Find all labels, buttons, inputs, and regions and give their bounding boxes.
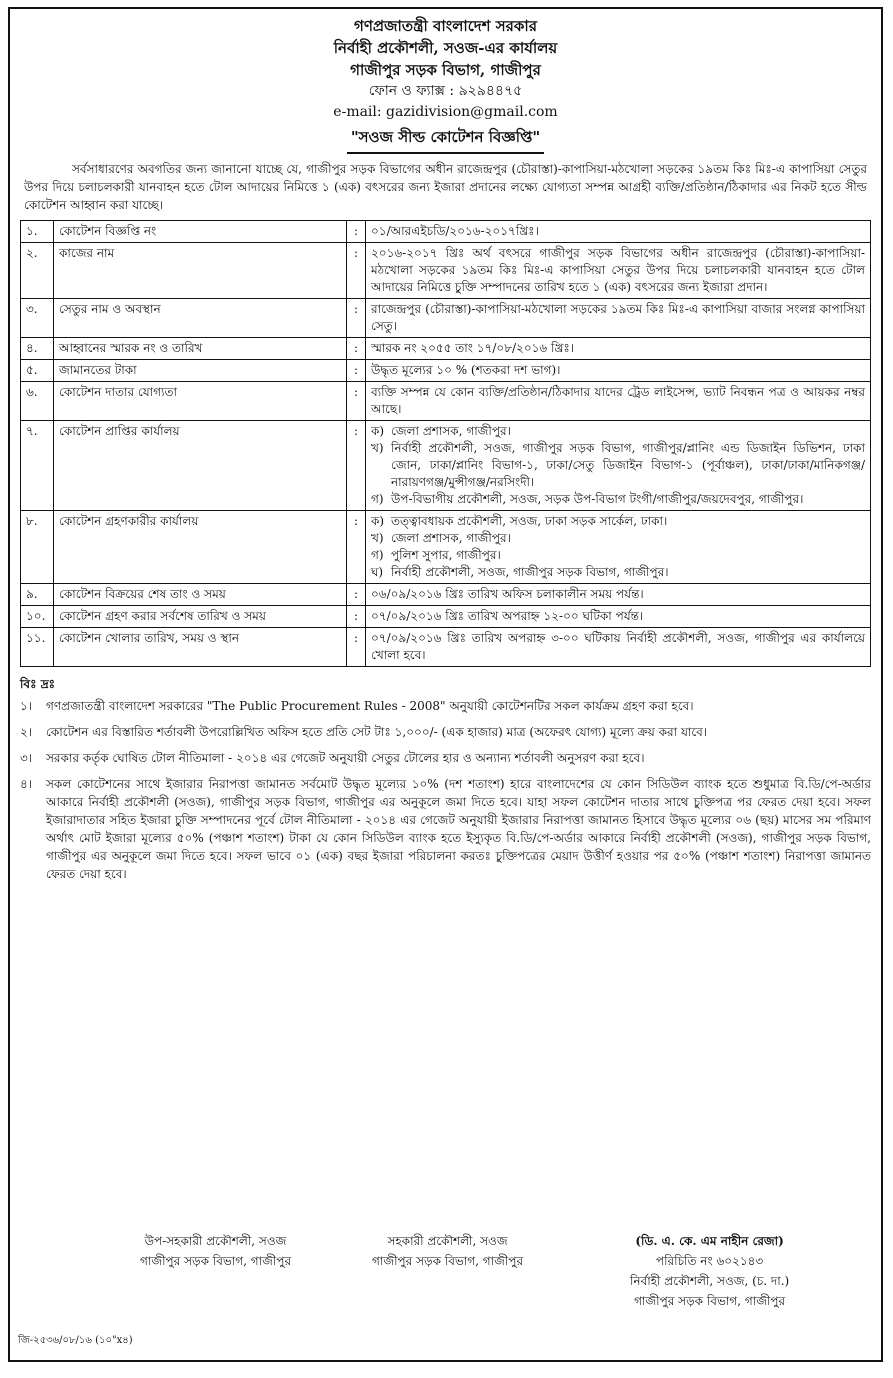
- row-value: [366, 421, 871, 511]
- sub-item: [371, 491, 865, 508]
- table-row: [21, 299, 871, 338]
- row-separator: :: [347, 243, 366, 299]
- signatory-id: পরিচিতি নং ৬০২১৪৩: [655, 1254, 764, 1268]
- sub-item-key: ঘ): [371, 565, 384, 579]
- sub-item-key: ক): [371, 514, 385, 528]
- signature-executive-engineer: [630, 1231, 789, 1311]
- sub-item-text: জেলা প্রশাসক, গাজীপুর।: [391, 424, 511, 438]
- note-item: [20, 749, 871, 767]
- row-separator: :: [347, 382, 366, 421]
- info-table: [20, 220, 871, 667]
- row-separator: :: [347, 299, 366, 338]
- sub-item-text: পুলিশ সুপার, গাজীপুর।: [391, 548, 501, 562]
- row-value: স্মারক নং ২০৫৫ তাং ১৭/০৮/২০১৬ খ্রিঃ।: [366, 338, 871, 360]
- signature-title: উপ-সহকারী প্রকৌশলী, সওজ: [144, 1234, 287, 1248]
- signature-title: নির্বাহী প্রকৌশলী, সওজ, (চ. দা.): [630, 1274, 790, 1288]
- phone-fax: ফোন ও ফ্যাক্স : ৯২৯৪৪৭৫: [368, 83, 523, 99]
- row-label: কাজের নাম: [54, 243, 347, 299]
- table-row: [21, 421, 871, 511]
- note-text: সরকার কর্তৃক ঘোষিত টোল নীতিমালা - ২০১৪ এর গেজেট অনুযায়ী সেতুর টোলের হার ও অন্যান্য শর্তাবলী অনুসরণ করা হবে।: [46, 751, 645, 765]
- note-item: [20, 697, 871, 715]
- note-number: ২।: [20, 725, 33, 739]
- row-separator: :: [347, 511, 366, 584]
- row-value: ০১/আরএইচডি/২০১৬-২০১৭খ্রিঃ।: [366, 221, 871, 243]
- sub-item-key: ক): [371, 424, 385, 438]
- row-separator: :: [347, 421, 366, 511]
- row-value: [366, 511, 871, 584]
- row-value: ব্যক্তি সম্পন্ন যে কোন ব্যক্তি/প্রতিষ্ঠান/ঠিকাদার যাদের ট্রেড লাইসেন্স, ভ্যাট নিবন্ধন পত্র ও আয়কর নম্বর আছে।: [366, 382, 871, 421]
- notes-heading: বিঃ দ্রঃ: [20, 677, 56, 691]
- row-separator: :: [347, 628, 366, 667]
- row-separator: :: [347, 221, 366, 243]
- note-text: সকল কোটেশনের সাথে ইজারার নিরাপত্তা জামানত সর্বমোট উদ্ধৃত মূল্যের ১০% (দশ শতাংশ) হারে বাংলাদেশের যে কোন সিডিউল ব্যাংক হতে শুধুমাত্র বি.ডি/পে-অর্ডার আকারে নির্বাহী প্রকৌশলী (সওজ), গাজীপুর সড়ক বিভাগ, গাজীপুর এর অনুকূলে জমা দিতে হবে। যাহা সফল কোটেশন দাতার সাথে চুক্তিপত্র পর ফেরত দেয়া হবে। সফল ইজারাদাতার সহিত ইজারা চুক্তি সম্পাদনের পূর্বে টোল নীতিমালা - ২০১৪ এর গেজেট অনুযায়ী ইজারার নিরাপত্তা জামানত হিসাবে উদ্ধৃত মূল্যের ০৬ (ছয়) মাসের সম পরিমাণ অর্থাৎ মোট ইজারা মূল্যের ৫০% (পঞ্চাশ শতাংশ) টাকা যে কোন সিডিউল ব্যাংক হতে ইস্যুকৃত বি.ডি/পে-অর্ডার আকারে নির্বাহী প্রকৌশলী (সওজ), গাজীপুর সড়ক বিভাগ, গাজীপুর এর অনুকূলে জমা দিতে হবে। সফল ভাবে ০১ (এক) বছর ইজারা পরিচালনা করতঃ চুক্তিপত্রের মেয়াদ উত্তীর্ণ হওয়ার পর ৫০% (পঞ্চাশ শতাংশ) নিরাপত্তা জামানত ফেরত দেয়া হবে।: [46, 777, 871, 881]
- row-value: উদ্ধৃত মূল্যের ১০ % (শতকরা দশ ভাগ)।: [366, 360, 871, 382]
- note-item: [20, 723, 871, 741]
- signature-assistant-engineer: [372, 1231, 523, 1271]
- sub-item-text: জেলা প্রশাসক, গাজীপুর।: [391, 531, 511, 545]
- row-label: জামানতের টাকা: [54, 360, 347, 382]
- row-number: ১.: [21, 221, 54, 243]
- office-name: নির্বাহী প্রকৌশলী, সওজ-এর কার্যালয়: [333, 39, 558, 57]
- sub-item: [371, 547, 865, 564]
- row-label: কোটেশন দাতার যোগ্যতা: [54, 382, 347, 421]
- row-number: ৬.: [21, 382, 54, 421]
- row-value: ২০১৬-২০১৭ খ্রিঃ অর্থ বৎসরে গাজীপুর সড়ক বিভাগের অধীন রাজেন্দ্রপুর (চৌরাস্তা)-কাপাসিয়া-মঠখোলা সড়কের ১৯তম কিঃ মিঃ-এ কাপাসিয়া সেতুর উপর দিয়ে চলাচলকারী যানবাহন হতে টোল আদায়ের নিমিত্তে চুক্তি সম্পাদনের তারিখ হতে ১ (এক) বৎসরের জন্য ইজারা প্রদান।: [366, 243, 871, 299]
- sub-item-text: নির্বাহী প্রকৌশলী, সওজ, গাজীপুর সড়ক বিভাগ, গাজীপুর।: [391, 565, 669, 579]
- note-text: কোটেশন এর বিস্তারিত শর্তাবলী উপরোল্লিখিত অফিস হতে প্রতি সেট টাঃ ১,০০০/- (এক হাজার) মাত্র (অফেরৎ যোগ্য) মূল্যে ক্রয় করা যাবে।: [46, 725, 708, 739]
- division-name: গাজীপুর সড়ক বিভাগ, গাজীপুর: [350, 61, 541, 79]
- row-number: ১০.: [21, 606, 54, 628]
- sub-item: [371, 530, 865, 547]
- row-separator: :: [347, 360, 366, 382]
- row-number: ৪.: [21, 338, 54, 360]
- sub-item-key: গ): [371, 548, 384, 562]
- table-row: [21, 606, 871, 628]
- row-value: রাজেন্দ্রপুর (চৌরাস্তা)-কাপাসিয়া-মঠখোলা সড়কের ১৯তম কিঃ মিঃ-এ কাপাসিয়া বাজার সংলগ্ন কাপাসিয়া সেতু।: [366, 299, 871, 338]
- row-number: ২.: [21, 243, 54, 299]
- note-number: ৪।: [20, 777, 33, 791]
- signature-office: গাজীপুর সড়ক বিভাগ, গাজীপুর: [634, 1294, 786, 1308]
- row-number: ১১.: [21, 628, 54, 667]
- table-row: [21, 628, 871, 667]
- signature-title: সহকারী প্রকৌশলী, সওজ: [387, 1234, 508, 1248]
- row-number: ৩.: [21, 299, 54, 338]
- sub-item: [371, 564, 865, 581]
- table-row: [21, 584, 871, 606]
- row-separator: :: [347, 584, 366, 606]
- signature-sub-assistant-engineer: [140, 1231, 291, 1271]
- sub-item-key: গ): [371, 492, 384, 506]
- table-row: [21, 221, 871, 243]
- table-row: [21, 243, 871, 299]
- reference-code: জি-২৫৩৬/০৮/১৬ (১০"x৪): [18, 1335, 133, 1346]
- notice-page: [8, 7, 883, 1362]
- row-number: ৮.: [21, 511, 54, 584]
- sub-item-text: নির্বাহী প্রকৌশলী, সওজ, গাজীপুর সড়ক বিভাগ, গাজীপুর/প্লানিং এন্ড ডিজাইন ডিভিশন, ঢাকা জোন, ঢাকা/প্লানিং বিভাগ-১, ঢাকা/সেতু ডিজাইন বিভাগ-১ (পূর্বাঞ্চল), ঢাকা/ঢাকা/মানিকগঞ্জ/নারায়ণগঞ্জ/মুন্সীগঞ্জ/নরসিংদী।: [391, 441, 865, 489]
- sub-item-key: খ): [371, 531, 384, 545]
- table-row: [21, 338, 871, 360]
- row-separator: :: [347, 606, 366, 628]
- row-label: কোটেশন খোলার তারিখ, সময় ও স্থান: [54, 628, 347, 667]
- row-number: ৭.: [21, 421, 54, 511]
- notes-section: [20, 675, 871, 883]
- note-number: ৩।: [20, 751, 33, 765]
- row-label: কোটেশন গ্রহণকারীর কার্যালয়: [54, 511, 347, 584]
- table-row: [21, 382, 871, 421]
- govt-name: গণপ্রজাতন্ত্রী বাংলাদেশ সরকার: [354, 17, 537, 35]
- note-number: ১।: [20, 699, 33, 713]
- row-label: কোটেশন প্রাপ্তির কার্যালয়: [54, 421, 347, 511]
- sub-item-key: খ): [371, 441, 384, 455]
- table-row: [21, 360, 871, 382]
- row-value: ০৭/০৯/২০১৬ খ্রিঃ তারিখ অপরাহ্ন ১২-০০ ঘটিকা পর্যন্ত।: [366, 606, 871, 628]
- sub-item-text: উপ-বিভাগীয় প্রকৌশলী, সওজ, সড়ক উপ-বিভাগ টংগী/গাজীপুর/জয়দেবপুর, গাজীপুর।: [391, 492, 804, 506]
- header: [20, 15, 871, 123]
- email: e-mail: gazidivision@gmail.com: [333, 104, 558, 120]
- signature-office: গাজীপুর সড়ক বিভাগ, গাজীপুর: [140, 1254, 292, 1268]
- notice-title: "সওজ সীল্ড কোটেশন বিজ্ঞপ্তি": [347, 126, 544, 154]
- note-item: [20, 775, 871, 883]
- row-value: ০৭/০৯/২০১৬ খ্রিঃ তারিখ অপরাহ্ন ৩-০০ ঘটিকায় নির্বাহী প্রকৌশলী, সওজ, গাজীপুর এর কার্যালয়ে খোলা হবে।: [366, 628, 871, 667]
- intro-paragraph: সর্বসাধারণের অবগতির জন্য জানানো যাচ্ছে যে, গাজীপুর সড়ক বিভাগের অধীন রাজেন্দ্রপুর (চৌরাস্তা)-কাপাসিয়া-মঠখোলা সড়কের ১৯তম কিঃ মিঃ-এ কাপাসিয়া সেতুর উপর দিয়ে চলাচলকারী যানবাহন হতে টোল আদায়ের নিমিত্তে ১ (এক) বৎসরের জন্য ইজারা প্রদানের লক্ষ্যে যোগ্যতা সম্পন্ন আগ্রহী ব্যক্তি/প্রতিষ্ঠান/ঠিকাদার এর নিকট হতে সীল্ড কোটেশন আহ্বান করা যাচ্ছে।: [24, 162, 867, 212]
- sub-item-text: তত্ত্বাবধায়ক প্রকৌশলী, সওজ, ঢাকা সড়ক সার্কেল, ঢাকা।: [391, 514, 668, 528]
- row-separator: :: [347, 338, 366, 360]
- signature-office: গাজীপুর সড়ক বিভাগ, গাজীপুর: [372, 1254, 524, 1268]
- row-label: কোটেশন গ্রহণ করার সর্বশেষ তারিখ ও সময়: [54, 606, 347, 628]
- table-row: [21, 511, 871, 584]
- sub-item: [371, 513, 865, 530]
- row-label: কোটেশন বিক্রয়ের শেষ তাং ও সময়: [54, 584, 347, 606]
- sub-item: [371, 440, 865, 491]
- signatory-name: (ডি. এ. কে. এম নাহীন রেজা): [635, 1234, 784, 1248]
- sub-item: [371, 423, 865, 440]
- note-text: গণপ্রজাতন্ত্রী বাংলাদেশ সরকারের "The Public Procurement Rules - 2008" অনুযায়ী কোটেশনটির সকল কার্যক্রম গ্রহণ করা হবে।: [46, 699, 694, 713]
- row-label: সেতুর নাম ও অবস্থান: [54, 299, 347, 338]
- row-label: আহ্বানের স্মারক নং ও তারিখ: [54, 338, 347, 360]
- row-value: ০৬/০৯/২০১৬ খ্রিঃ তারিখ অফিস চলাকালীন সময় পর্যন্ত।: [366, 584, 871, 606]
- row-number: ৯.: [21, 584, 54, 606]
- row-label: কোটেশন বিজ্ঞপ্তি নং: [54, 221, 347, 243]
- row-number: ৫.: [21, 360, 54, 382]
